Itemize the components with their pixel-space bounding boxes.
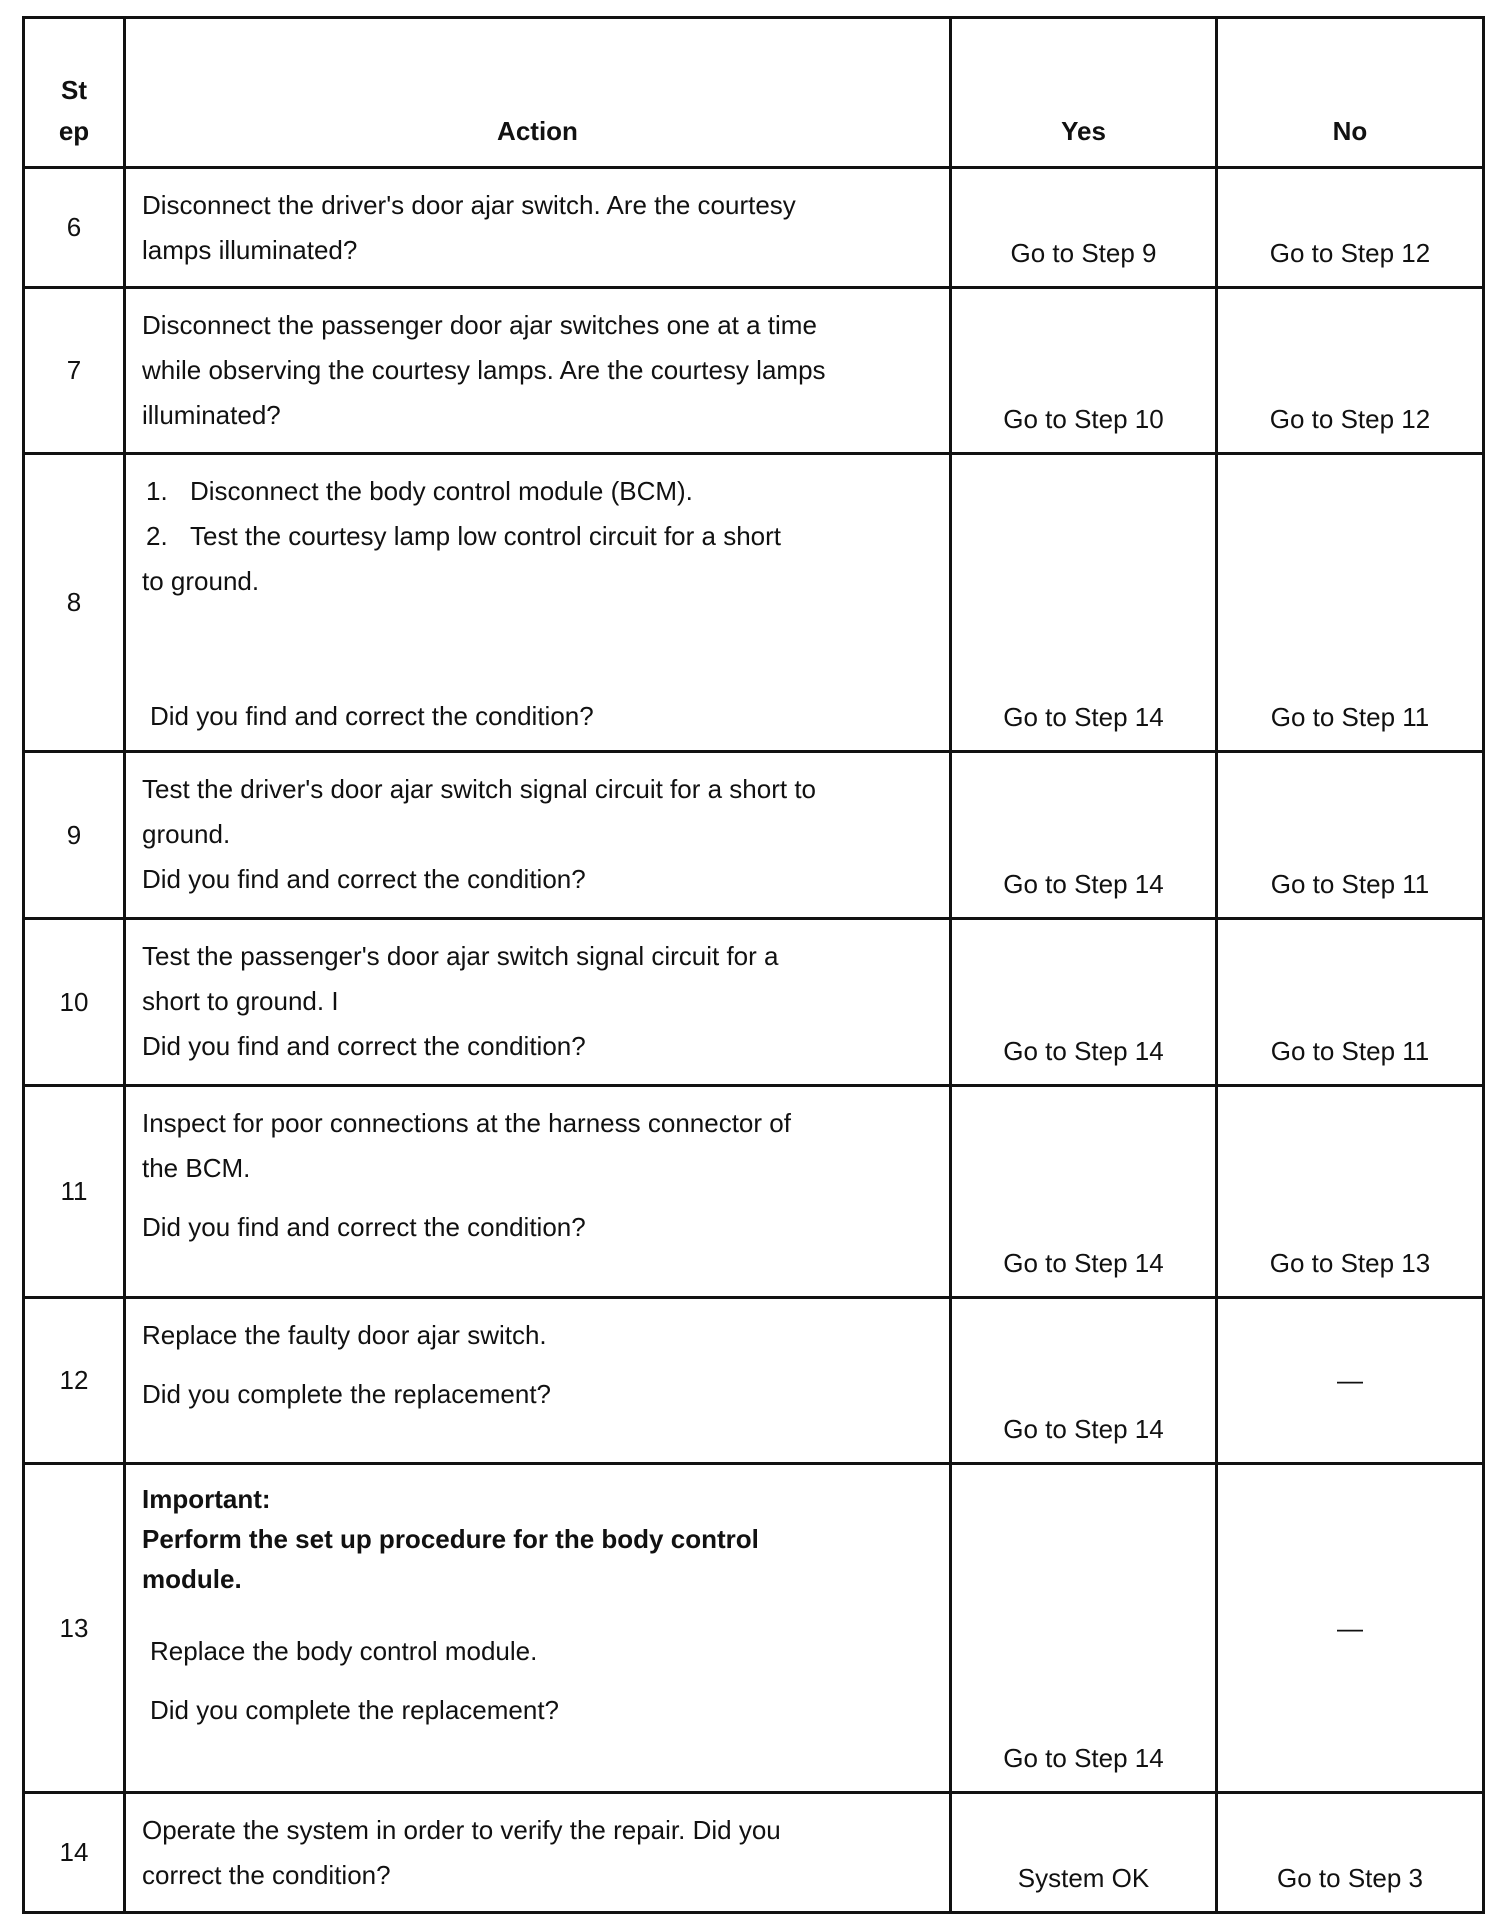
yes-result: Go to Step 10 [951, 288, 1217, 454]
header-row [24, 18, 1484, 168]
header-step [24, 18, 125, 168]
action-cell: Replace the faulty door ajar switch. Did you complete the replacement? [125, 1298, 951, 1464]
header-step-line1: St [61, 75, 87, 105]
header-step-line2: ep [58, 116, 90, 146]
yes-result: Go to Step 14 [951, 1298, 1217, 1464]
step-number: 13 [24, 1464, 125, 1793]
header-yes: Yes [951, 18, 1217, 168]
yes-result: Go to Step 14 [951, 1086, 1217, 1298]
table-row [24, 168, 1484, 288]
step-number: 14 [24, 1793, 125, 1913]
table-row [24, 1793, 1484, 1913]
no-result: Go to Step 11 [1217, 919, 1484, 1086]
step-number: 12 [24, 1298, 125, 1464]
yes-result: System OK [951, 1793, 1217, 1913]
table-row [24, 1086, 1484, 1298]
action-cell: 1. Disconnect the body control module (BCM). 2. Test the courtesy lamp low control circuit for a short to ground. Did you find and correct the condition? [125, 454, 951, 752]
yes-result: Go to Step 14 [951, 752, 1217, 919]
action-cell: Disconnect the driver's door ajar switch. Are the courtesy lamps illuminated? [125, 168, 951, 288]
action-cell: Operate the system in order to verify the repair. Did you correct the condition? [125, 1793, 951, 1913]
step-number: 7 [24, 288, 125, 454]
step-number: 8 [24, 454, 125, 752]
step-number: 10 [24, 919, 125, 1086]
no-result: Go to Step 13 [1217, 1086, 1484, 1298]
list-item: 2. Test the courtesy lamp low control circuit for a short [146, 521, 782, 551]
no-result: Go to Step 11 [1217, 752, 1484, 919]
yes-result: Go to Step 14 [951, 919, 1217, 1086]
table-row [24, 919, 1484, 1086]
step-number: 11 [24, 1086, 125, 1298]
no-result: Go to Step 12 [1217, 288, 1484, 454]
important-label: Important: [142, 1484, 271, 1514]
yes-result: Go to Step 14 [951, 1464, 1217, 1793]
action-cell: Inspect for poor connections at the harness connector of the BCM. Did you find and correct the condition? [125, 1086, 951, 1298]
table-row [24, 1298, 1484, 1464]
no-result: Go to Step 12 [1217, 168, 1484, 288]
no-result: Go to Step 3 [1217, 1793, 1484, 1913]
no-result: — [1217, 1464, 1484, 1793]
yes-result: Go to Step 9 [951, 168, 1217, 288]
diagnostic-steps-table [22, 16, 1485, 1914]
header-no: No [1217, 18, 1484, 168]
table-row [24, 752, 1484, 919]
header-action: Action [125, 18, 951, 168]
yes-result: Go to Step 14 [951, 454, 1217, 752]
action-cell: Test the passenger's door ajar switch signal circuit for a short to ground. I Did you find and correct the condition? [125, 919, 951, 1086]
table-row [24, 1464, 1484, 1793]
no-result: — [1217, 1298, 1484, 1464]
no-result: Go to Step 11 [1217, 454, 1484, 752]
action-cell: Important: Perform the set up procedure for the body control module. Replace the body control module. Did you complete the replacement? [125, 1464, 951, 1793]
table-row [24, 454, 1484, 752]
list-item: 1. Disconnect the body control module (BCM). [146, 476, 693, 506]
table-row [24, 288, 1484, 454]
step-number: 6 [24, 168, 125, 288]
step-number: 9 [24, 752, 125, 919]
action-cell: Test the driver's door ajar switch signal circuit for a short to ground. Did you find and correct the condition? [125, 752, 951, 919]
action-cell: Disconnect the passenger door ajar switches one at a time while observing the courtesy lamps. Are the courtesy lamps illuminated? [125, 288, 951, 454]
